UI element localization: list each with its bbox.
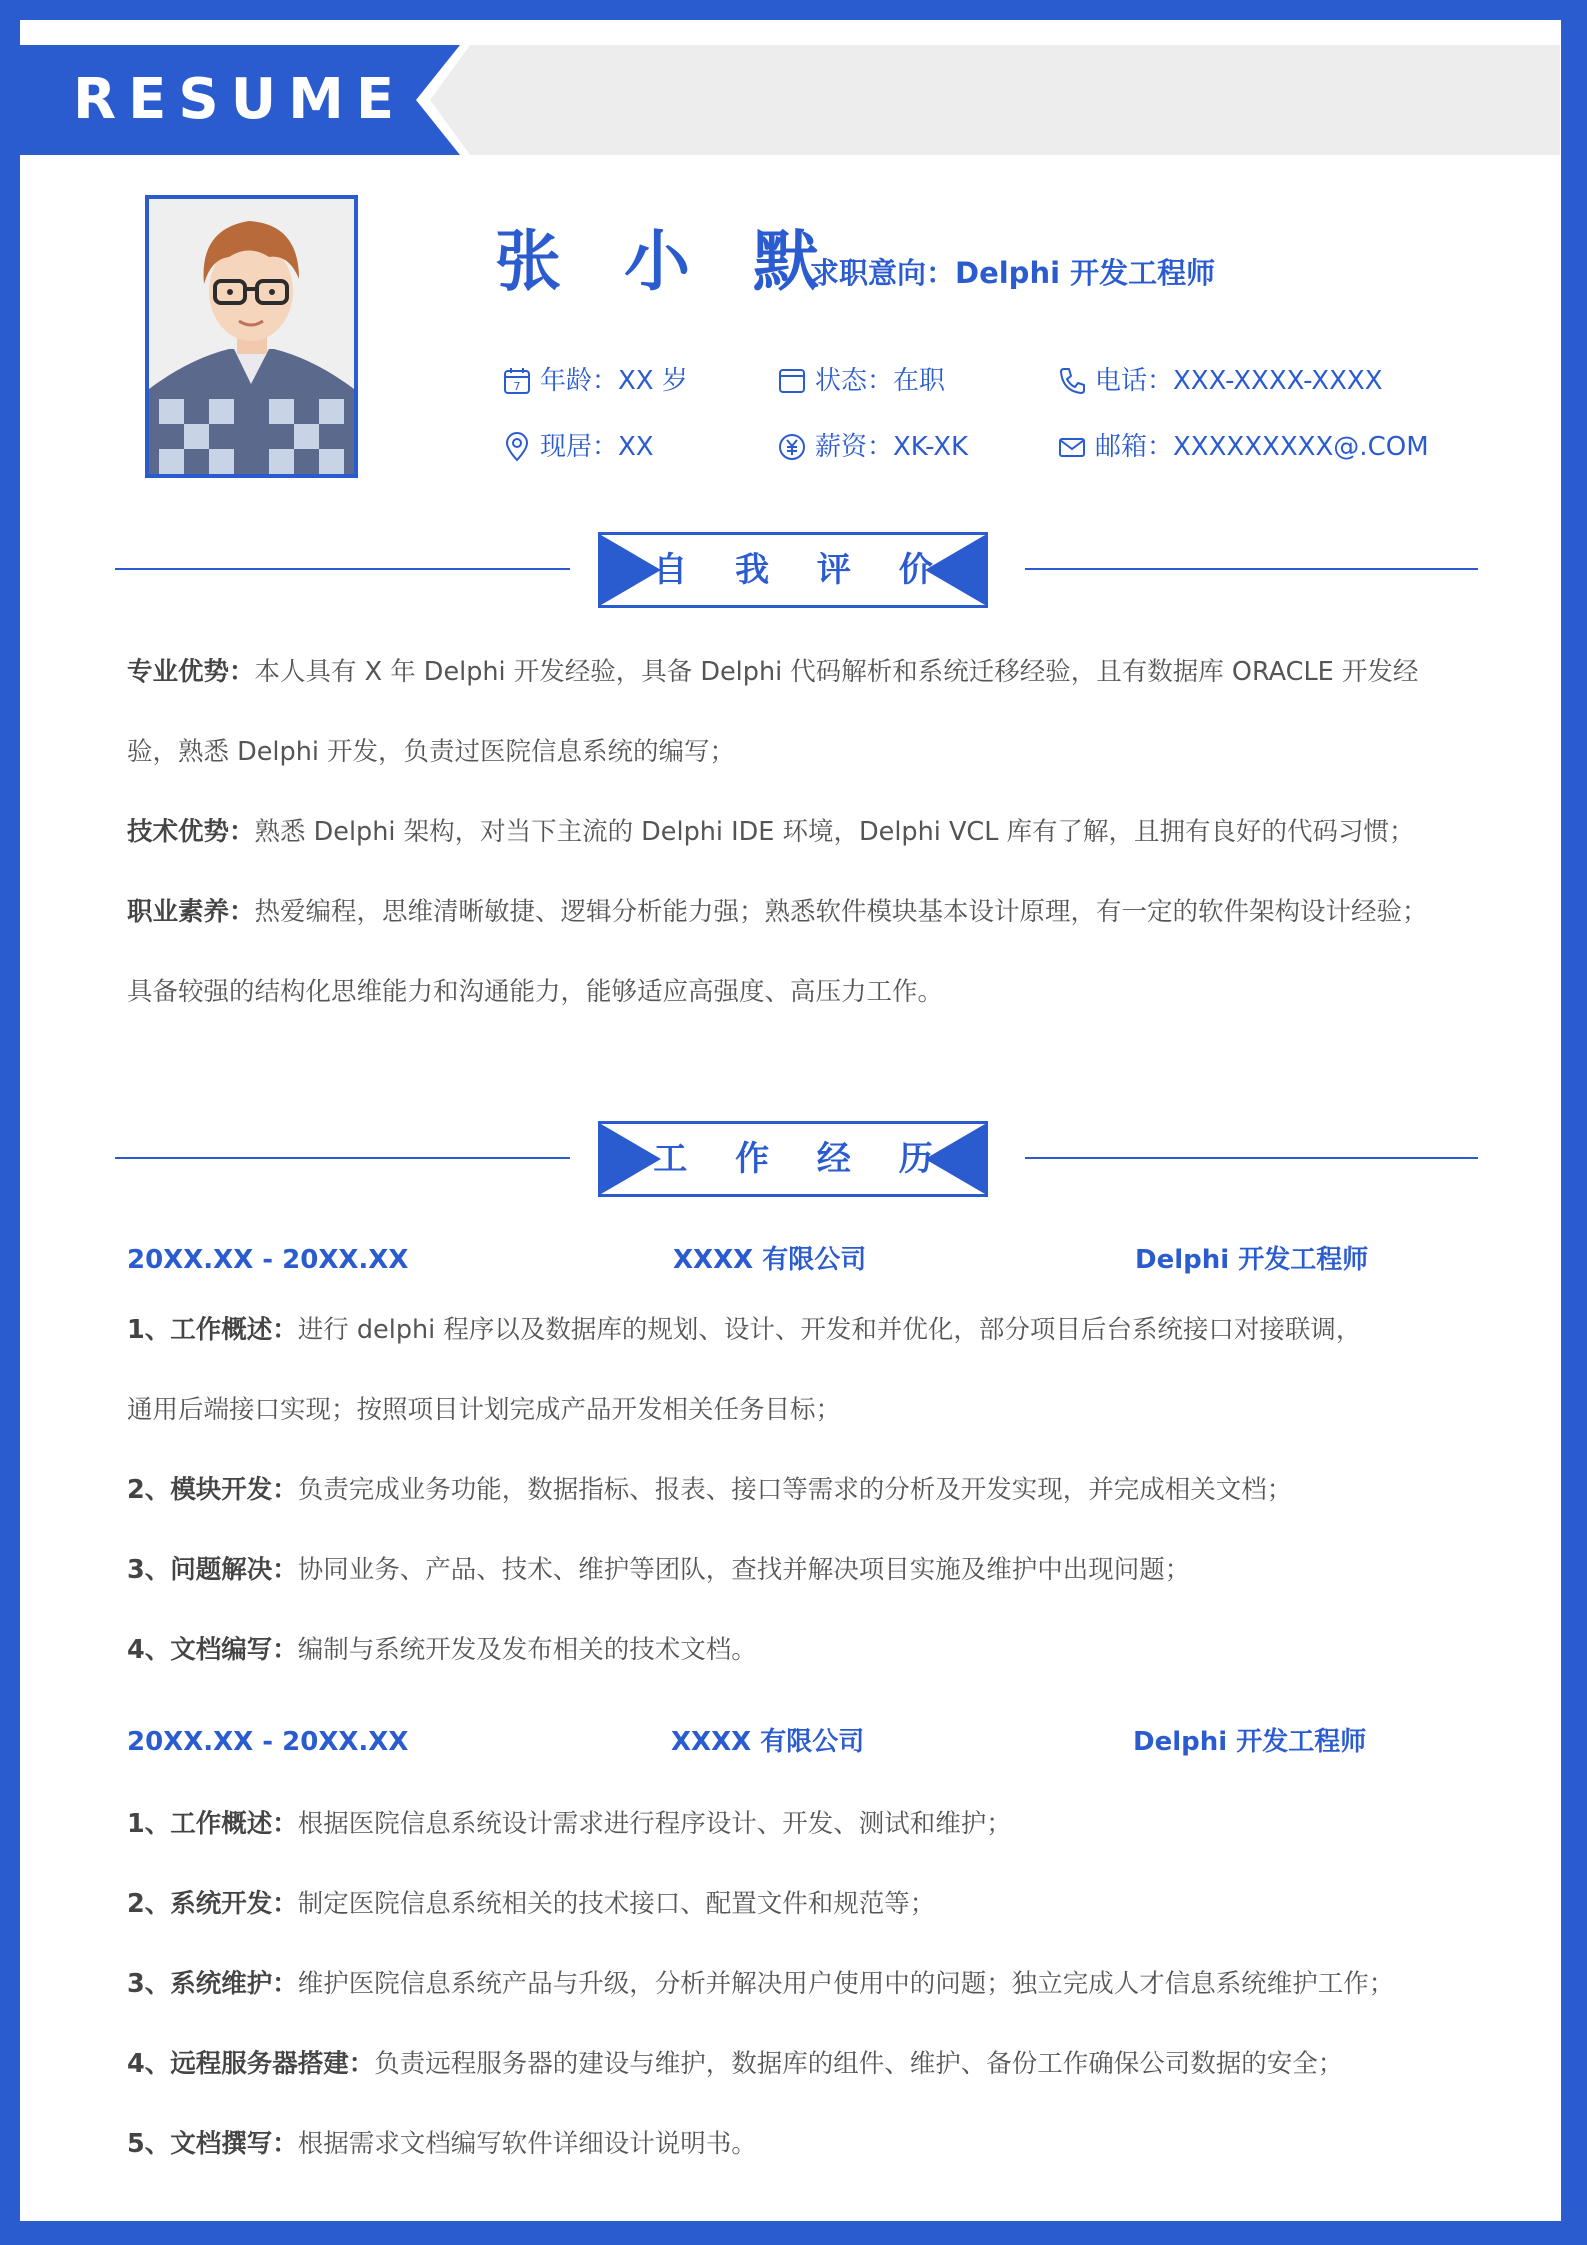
section-header-self-eval [598,532,988,608]
self-eval-line [127,732,1517,772]
job-duty-line [127,1964,1517,2004]
job-title: Delphi 开发工程师 [1135,1245,1369,1275]
job-company: XXXX 有限公司 [671,1727,865,1757]
location-icon [502,432,532,462]
section-title: 工 作 经 历 [653,1139,951,1179]
self-eval-line [127,812,1517,852]
item-text: 热爱编程，思维清晰敏捷、逻辑分析能力强；熟悉软件模块基本设计原理，有一定的软件架构设计经验； [254,897,1428,927]
job-period: 20XX.XX - 20XX.XX [127,1245,409,1275]
section-header-work [598,1121,988,1197]
info-salary [777,430,968,464]
job-title: Delphi 开发工程师 [1133,1727,1367,1757]
svg-text:7: 7 [513,380,521,393]
item-label: 1、工作概述： [127,1315,298,1345]
item-text: 验，熟悉 Delphi 开发，负责过医院信息系统的编写； [127,737,736,767]
item-text: 负责远程服务器的建设与维护，数据库的组件、维护、备份工作确保公司数据的安全； [374,2049,1344,2079]
item-text: 进行 delphi 程序以及数据库的规划、设计、开发和并优化，部分项目后台系统接口对接联调， [297,1315,1362,1345]
item-label: 4、远程服务器搭建： [127,2049,375,2079]
residence-text: 现居：XX [540,432,654,462]
info-email [1057,430,1429,464]
self-eval-line [127,972,1517,1012]
item-label: 5、文档撰写： [127,2129,298,2159]
item-label: 2、系统开发： [127,1889,298,1919]
info-phone [1057,364,1383,398]
phone-icon [1057,366,1087,396]
phone-text: 电话：XXX-XXXX-XXXX [1095,366,1383,396]
job-period: 20XX.XX - 20XX.XX [127,1727,409,1757]
item-text: 编制与系统开发及发布相关的技术文档。 [297,1635,757,1665]
item-label: 专业优势： [127,657,255,687]
item-label: 2、模块开发： [127,1475,298,1505]
self-eval-line [127,652,1517,692]
self-eval-line [127,892,1517,932]
job-duty-line [127,2124,1517,2164]
item-text: 根据医院信息系统设计需求进行程序设计、开发、测试和维护； [297,1809,1012,1839]
item-label: 4、文档编写： [127,1635,298,1665]
job-duty-line [127,1550,1517,1590]
item-text: 熟悉 Delphi 架构，对当下主流的 Delphi IDE 环境，Delphi VCL 库有了解，且拥有良好的代码习惯； [254,817,1415,847]
email-text: 邮箱：XXXXXXXXX@.COM [1095,432,1429,462]
job-company: XXXX 有限公司 [673,1245,867,1275]
item-label: 3、系统维护： [127,1969,298,1999]
job-duty-line [127,1804,1517,1844]
avatar-illustration [149,199,354,474]
item-text: 制定医院信息系统相关的技术接口、配置文件和规范等； [297,1889,936,1919]
salary-text: 薪资：XK-XK [815,432,969,462]
banner-title: RESUME [73,67,407,132]
info-age [502,364,688,398]
yen-icon [777,432,807,462]
job-duty-line [127,1884,1517,1924]
id-card-icon [777,366,807,396]
item-text: 负责完成业务功能，数据指标、报表、接口等需求的分析及开发实现，并完成相关文档； [297,1475,1293,1505]
job-duty-line [127,1630,1517,1670]
calendar-icon [502,366,532,396]
item-text: 协同业务、产品、技术、维护等团队，查找并解决项目实施及维护中出现问题； [297,1555,1191,1585]
job-duty-line [127,1310,1517,1350]
item-text: 通用后端接口实现；按照项目计划完成产品开发相关任务目标； [127,1395,842,1425]
item-label: 技术优势： [127,817,255,847]
item-text: 根据需求文档编写软件详细设计说明书。 [297,2129,757,2159]
section-rule-left [115,1157,570,1159]
banner-gray-band [430,45,1560,155]
item-text: 维护医院信息系统产品与升级，分析并解决用户使用中的问题；独立完成人才信息系统维护工作； [297,1969,1395,1999]
status-text: 状态：在职 [815,366,946,396]
section-rule-left [115,568,570,570]
info-residence [502,430,654,464]
item-label: 1、工作概述： [127,1809,298,1839]
section-rule-right [1025,568,1478,570]
job-duty-line [127,1470,1517,1510]
item-text: 本人具有 X 年 Delphi 开发经验，具备 Delphi 代码解析和系统迁移经验，且有数据库 ORACLE 开发经 [254,657,1419,687]
job-intent: 求职意向：Delphi 开发工程师 [810,256,1216,290]
item-label: 3、问题解决： [127,1555,298,1585]
job-duty-line [127,2044,1517,2084]
item-text: 具备较强的结构化思维能力和沟通能力，能够适应高强度、高压力工作。 [127,977,944,1007]
mail-icon [1057,432,1087,462]
candidate-name: 张 小 默 [495,223,839,300]
job-duty-line [127,1390,1517,1430]
info-status [777,364,945,398]
section-title: 自 我 评 价 [653,550,951,590]
section-rule-right [1025,1157,1478,1159]
item-label: 职业素养： [127,897,255,927]
age-text: 年龄：XX 岁 [540,366,688,396]
avatar-photo [145,195,358,478]
